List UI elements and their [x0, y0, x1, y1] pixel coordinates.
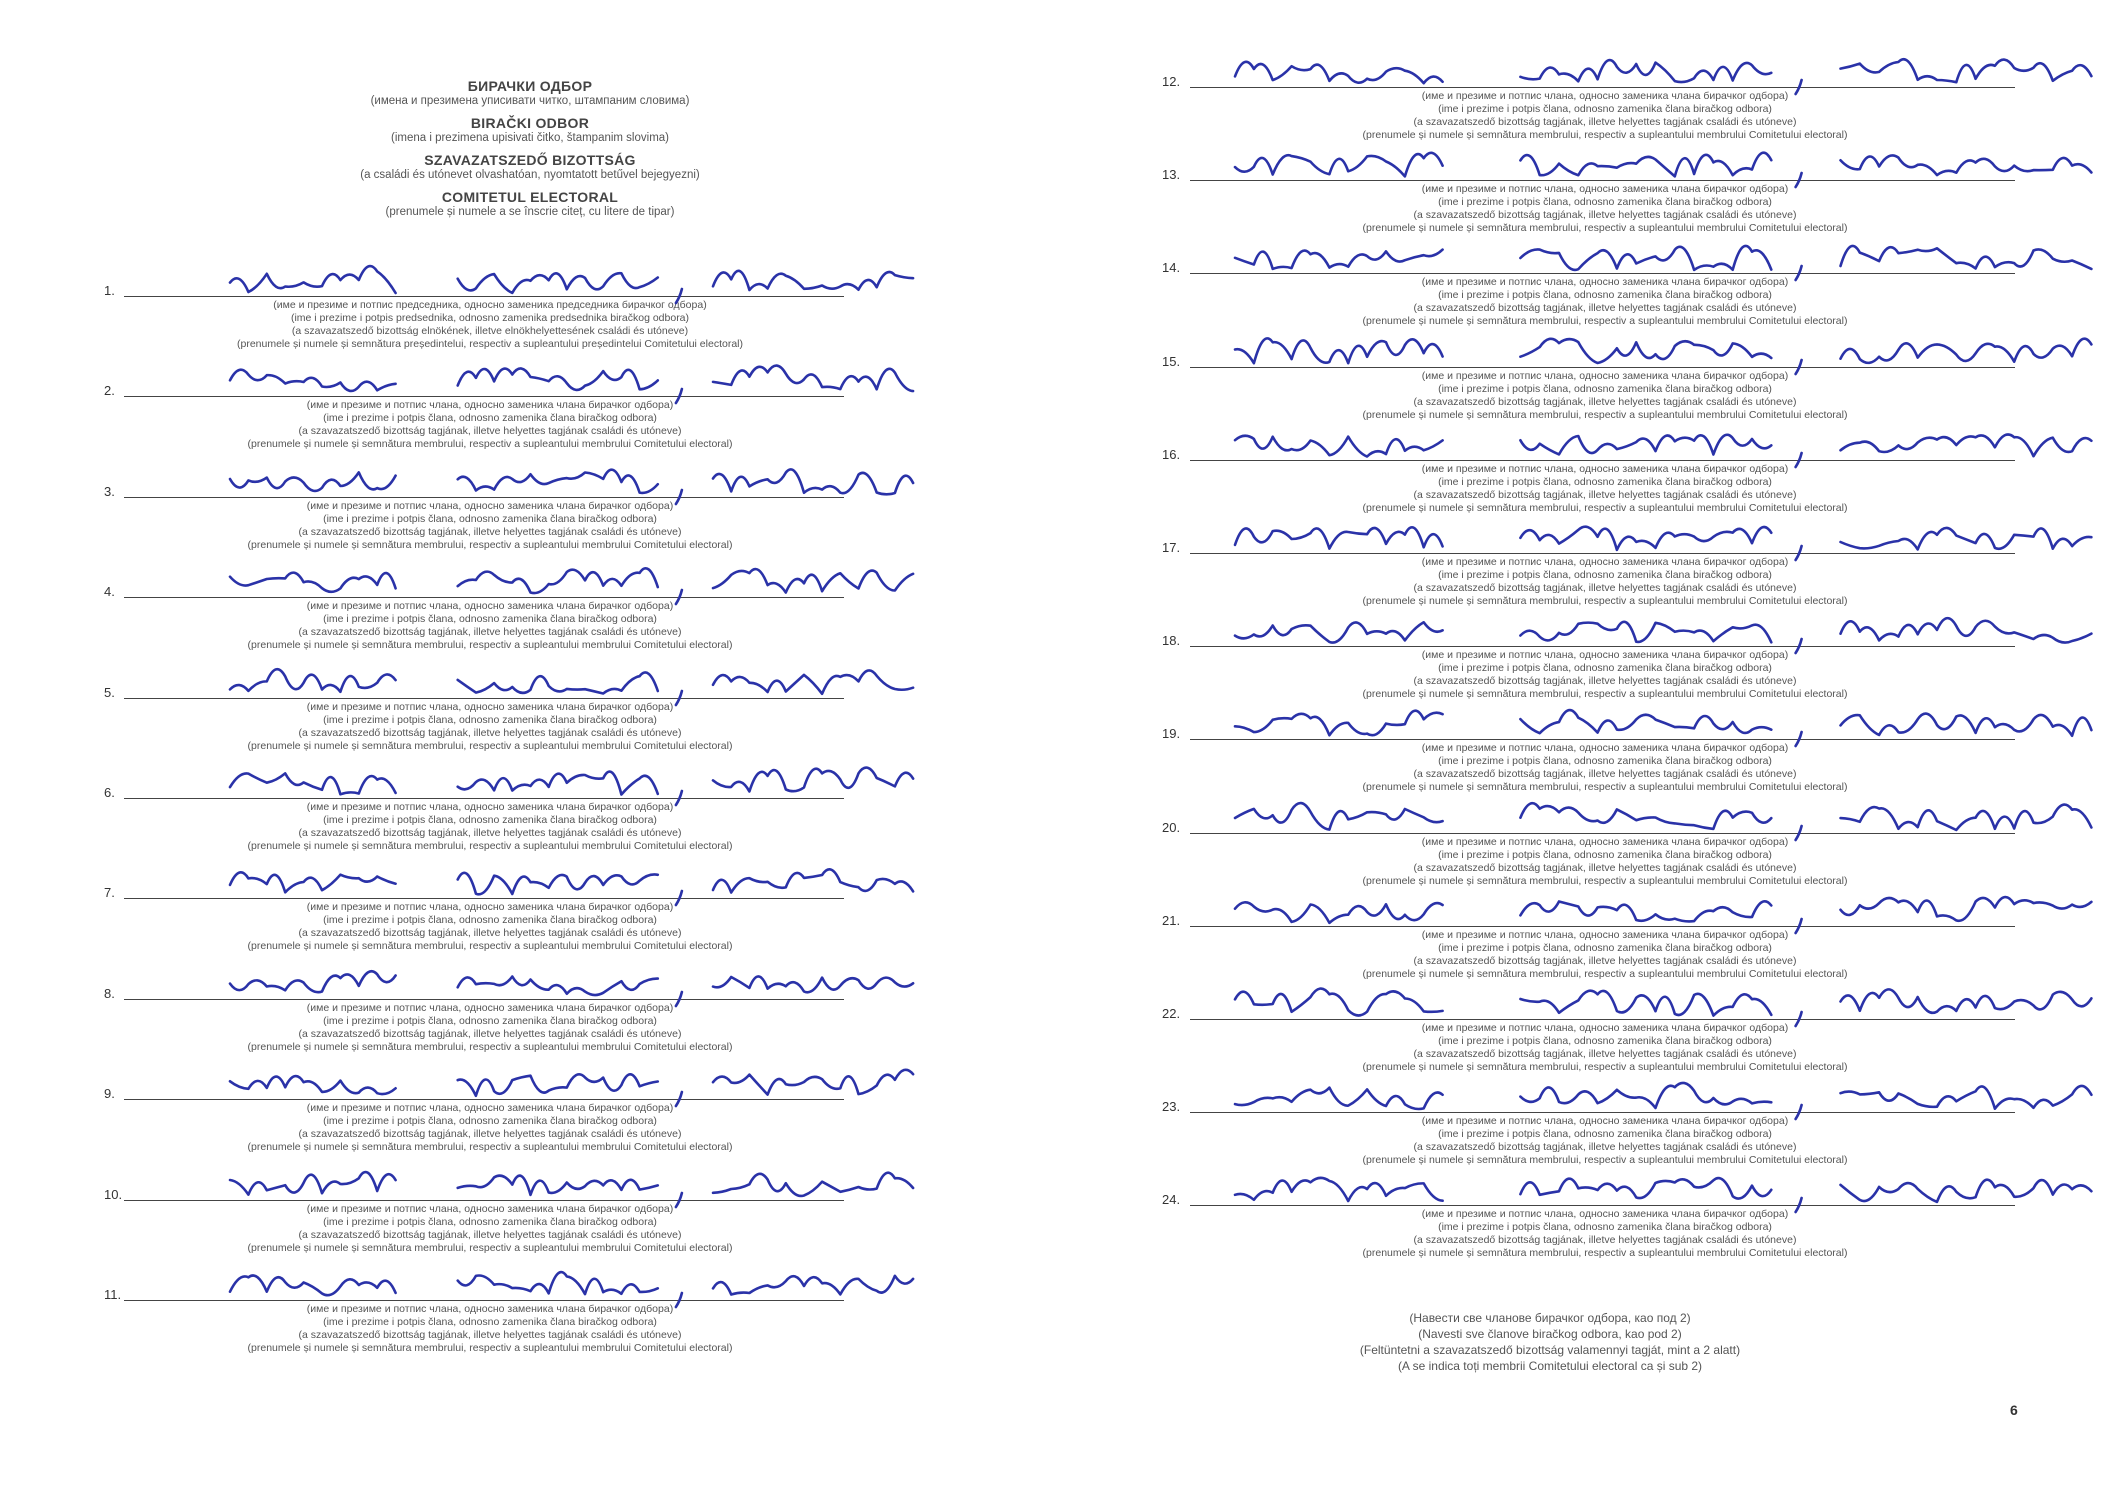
caption-line-serbian-cyrillic: (име и презиме и потпис члана, односно заменика члана бирачког одбора)	[306, 399, 674, 412]
signature-entry	[0, 633, 2126, 733]
caption-line-hungarian: (a szavazatszedő bizottság tagjának, illetve helyettes tagjának családi és utóneve)	[1413, 1048, 1797, 1060]
caption-line-serbian-cyrillic: (име и презиме и потпис члана, односно заменика члана бирачког одбора)	[1421, 928, 1789, 941]
caption-line-serbian-cyrillic: (име и презиме и потпис члана, односно заменика члана бирачког одбора)	[306, 700, 674, 713]
signature-caption	[1255, 183, 1955, 235]
entry-number: 11.	[104, 1287, 122, 1302]
signature-line	[1190, 646, 2015, 647]
caption-line-hungarian: (a szavazatszedő bizottság tagjának, illetve helyettes tagjának családi és utóneve)	[1413, 768, 1797, 781]
caption-line-romanian: (prenumele și numele și semnătura membrului, respectiv a supleantului membrului Comitetului electoral)	[247, 739, 733, 752]
caption-line-romanian: (prenumele și numele și semnătura membrului, respectiv a supleantului membrului Comitetului electoral)	[247, 940, 733, 953]
page-number: 6	[2010, 1402, 2018, 1418]
signature-entry	[0, 540, 2126, 640]
entry-number: 17.	[1162, 540, 1181, 555]
caption-line-romanian: (prenumele și numele și semnătura membrului, respectiv a supleantului membrului Comitetului electoral)	[1362, 501, 1848, 514]
caption-line-hungarian: (a szavazatszedő bizottság tagjának, illetve helyettes tagjának családi és utóneve)	[298, 626, 682, 639]
caption-line-hungarian: (a szavazatszedő bizottság tagjának, illetve helyettes tagjának családi és utóneve)	[1413, 1141, 1797, 1154]
signature-caption	[1255, 463, 1955, 515]
signature-caption	[1255, 276, 1955, 328]
caption-line-serbian-cyrillic: (име и презиме и потпис члана, односно заменика члана бирачког одбора)	[1421, 1208, 1789, 1221]
entry-number: 16.	[1162, 446, 1181, 462]
entry-number: 2.	[104, 383, 115, 399]
signature-entry	[0, 1099, 2126, 1199]
caption-line-romanian: (prenumele și numele și semnătura membrului, respectiv a supleantului membrului Comitetului electoral)	[247, 840, 733, 852]
caption-line-serbian-latin: (ime i prezime i potpis člana, odnosno zamenika člana biračkog odbora)	[1438, 755, 1772, 768]
caption-line-serbian-cyrillic: (име и презиме и потпис председника, односно заменика председника бирачког одбора)	[273, 299, 707, 311]
heading-note-serbian-latin: (imena i prezimena upisivati čitko, štampanim slovima)	[390, 132, 669, 144]
caption-line-romanian: (prenumele și numele și semnătura membrului, respectiv a supleantului membrului Comitetului electoral)	[1362, 781, 1848, 794]
caption-line-serbian-cyrillic: (име и презиме и потпис члана, односно заменика члана бирачког одбора)	[1421, 1115, 1789, 1128]
caption-line-hungarian: (a szavazatszedő bizottság tagjának, illetve helyettes tagjának családi és utóneve)	[1413, 582, 1797, 594]
caption-line-romanian: (prenumele și numele și semnătura membrului, respectiv a supleantului membrului Comitetului electoral)	[1362, 315, 1848, 328]
signature-line	[1190, 739, 2015, 740]
caption-line-serbian-cyrillic: (име и презиме и потпис члана, односно заменика члана бирачког одбора)	[1421, 742, 1789, 755]
footer-line-serbian-cyrillic: (Навести све чланове бирачког одбора, као под 2)	[1409, 1311, 1691, 1325]
caption-line-hungarian: (a szavazatszedő bizottság tagjának, illetve helyettes tagjának családi és utóneve)	[1413, 209, 1797, 222]
caption-line-serbian-latin: (ime i prezime i potpis člana, odnosno zamenika člana biračkog odbora)	[323, 412, 657, 425]
signature-line	[1190, 1112, 2015, 1113]
caption-line-romanian: (prenumele și numele și semnătura membrului, respectiv a supleantului membrului Comitetului electoral)	[1362, 1154, 1848, 1167]
caption-line-romanian: (prenumele și numele și semnătura membrului, respectiv a supleantului membrului Comitetului electoral)	[247, 538, 733, 551]
caption-line-serbian-cyrillic: (име и презиме и потпис члана, односно заменика члана бирачког одбора)	[306, 1001, 674, 1014]
entry-number: 4.	[104, 584, 115, 600]
caption-line-serbian-cyrillic: (име и презиме и потпис члана, односно заменика члана бирачког одбора)	[306, 901, 674, 914]
caption-line-hungarian: (a szavazatszedő bizottság tagjának, illetve helyettes tagjának családi és utóneve)	[298, 927, 682, 940]
caption-line-romanian: (prenumele și numele și semnătura membrului, respectiv a supleantului membrului Comitetului electoral)	[247, 639, 733, 652]
caption-line-serbian-cyrillic: (име и презиме и потпис члана, односно заменика члана бирачког одбора)	[1421, 556, 1789, 568]
caption-line-serbian-cyrillic: (име и презиме и потпис члана, односно заменика члана бирачког одбора)	[1421, 462, 1789, 475]
heading-note-hungarian: (a családi és utónevet olvashatóan, nyomtatott betűvel bejegyezni)	[360, 169, 700, 181]
caption-line-romanian: (prenumele și numele și semnătura membrului, respectiv a supleantului membrului Comitetului electoral)	[1362, 408, 1848, 421]
caption-line-serbian-cyrillic: (име и презиме и потпис члана, односно заменика члана бирачког одбора)	[1421, 835, 1789, 848]
entry-number: 1.	[104, 283, 115, 298]
caption-line-serbian-cyrillic: (име и презиме и потпис члана, односно заменика члана бирачког одбора)	[1421, 183, 1789, 196]
entry-number: 18.	[1162, 633, 1181, 649]
signature-line	[1190, 1205, 2015, 1206]
signature-caption	[1255, 1115, 1955, 1167]
caption-line-serbian-latin: (ime i prezime i potpis člana, odnosno zamenika člana biračkog odbora)	[323, 914, 657, 927]
signature-caption	[1255, 556, 1955, 608]
caption-line-serbian-latin: (ime i prezime i potpis člana, odnosno zamenika člana biračkog odbora)	[1438, 569, 1772, 581]
caption-line-serbian-cyrillic: (име и презиме и потпис члана, односно заменика члана бирачког одбора)	[306, 1102, 674, 1115]
signature-entry	[0, 167, 2126, 267]
signature-line	[1190, 87, 2015, 88]
caption-line-romanian: (prenumele și numele și semnătura membrului, respectiv a supleantului membrului Comitetului electoral)	[1362, 1061, 1848, 1073]
caption-line-serbian-cyrillic: (име и презиме и потпис члана, односно заменика члана бирачког одбора)	[306, 1303, 674, 1315]
caption-line-serbian-cyrillic: (име и презиме и потпис члана, односно заменика члана бирачког одбора)	[306, 600, 674, 613]
caption-line-serbian-cyrillic: (име и презиме и потпис члана, односно заменика члана бирачког одбора)	[306, 1202, 674, 1215]
caption-line-hungarian: (a szavazatszedő bizottság tagjának, illetve helyettes tagjának családi és utóneve)	[298, 1027, 682, 1040]
entry-number: 10.	[104, 1186, 123, 1202]
caption-line-romanian: (prenumele și numele și semnătura membrului, respectiv a supleantului membrului Comitetului electoral)	[1362, 129, 1848, 141]
caption-line-serbian-latin: (ime i prezime i potpis člana, odnosno zamenika člana biračkog odbora)	[1438, 475, 1772, 488]
signature-entry	[0, 260, 2126, 360]
footer-line-romanian: (A se indica toți membrii Comitetului electoral ca și sub 2)	[1397, 1359, 1703, 1373]
caption-line-romanian: (prenumele și numele și semnătura membrului, respectiv a supleantului membrului Comitetului electoral)	[1362, 874, 1848, 887]
signature-caption	[1255, 370, 1955, 422]
signature-entry	[0, 1006, 2126, 1106]
caption-line-serbian-latin: (ime i prezime i potpis člana, odnosno zamenika člana biračkog odbora)	[1438, 103, 1772, 115]
caption-line-romanian: (prenumele și numele și semnătura membrului, respectiv a supleantului membrului Comitetului electoral)	[1362, 1247, 1848, 1260]
caption-line-romanian: (prenumele și numele și semnătura membrului, respectiv a supleantului membrului Comitetului electoral)	[1362, 967, 1848, 980]
signature-caption	[1255, 836, 1955, 888]
caption-line-hungarian: (a szavazatszedő bizottság tagjának, illetve helyettes tagjának családi és utóneve)	[298, 425, 682, 438]
signature-caption	[1255, 1022, 1955, 1074]
caption-line-serbian-latin: (ime i prezime i potpis člana, odnosno zamenika člana biračkog odbora)	[323, 1115, 657, 1128]
heading-note-serbian-cyrillic: (имена и презимена уписивати читко, штампаним словима)	[370, 95, 690, 107]
caption-line-romanian: (prenumele și numele și semnătura membrului, respectiv a supleantului membrului Comitetului electoral)	[247, 1342, 733, 1354]
caption-line-serbian-cyrillic: (име и презиме и потпис члана, односно заменика члана бирачког одбора)	[1421, 1022, 1789, 1034]
signature-line	[1190, 1019, 2015, 1020]
caption-line-hungarian: (a szavazatszedő bizottság tagjának, illetve helyettes tagjának családi és utóneve)	[1413, 954, 1797, 967]
caption-line-serbian-latin: (ime i prezime i potpis člana, odnosno zamenika člana biračkog odbora)	[323, 1215, 657, 1228]
caption-line-serbian-latin: (ime i prezime i potpis člana, odnosno zamenika člana biračkog odbora)	[323, 713, 657, 726]
signature-line	[1190, 180, 2015, 181]
caption-line-serbian-latin: (ime i prezime i potpis člana, odnosno zamenika člana biračkog odbora)	[323, 512, 657, 525]
caption-line-serbian-latin: (ime i prezime i potpis člana, odnosno zamenika člana biračkog odbora)	[1438, 1035, 1772, 1047]
entry-number: 8.	[104, 985, 115, 1001]
caption-line-serbian-latin: (ime i prezime i potpis člana, odnosno zamenika člana biračkog odbora)	[1438, 848, 1772, 861]
signature-line	[1190, 553, 2015, 554]
heading-title-serbian-cyrillic: БИРАЧКИ ОДБОР	[467, 78, 593, 94]
signature-caption	[1255, 742, 1955, 794]
caption-line-serbian-latin: (ime i prezime i potpis člana, odnosno zamenika člana biračkog odbora)	[1438, 1128, 1772, 1141]
entry-number: 19.	[1162, 726, 1181, 742]
footer-line-serbian-latin: (Navesti sve članove biračkog odbora, kao pod 2)	[1418, 1327, 1682, 1341]
caption-line-serbian-latin: (ime i prezime i potpis člana, odnosno zamenika člana biračkog odbora)	[1438, 382, 1772, 395]
caption-line-serbian-latin: (ime i prezime i potpis člana, odnosno zamenika člana biračkog odbora)	[1438, 289, 1772, 302]
entry-number: 20.	[1162, 819, 1181, 835]
caption-line-romanian: (prenumele și numele și semnătura membrului, respectiv a supleantului membrului Comitetului electoral)	[247, 1040, 733, 1053]
caption-line-hungarian: (a szavazatszedő bizottság tagjának, illetve helyettes tagjának családi és utóneve)	[1413, 302, 1797, 315]
caption-line-serbian-latin: (ime i prezime i potpis člana, odnosno zamenika člana biračkog odbora)	[1438, 941, 1772, 954]
caption-line-romanian: (prenumele și numele și semnătura membrului, respectiv a supleantului membrului Comitetului electoral)	[247, 438, 733, 451]
entry-number: 24.	[1162, 1192, 1181, 1208]
signature-entry	[0, 820, 2126, 920]
entry-number: 7.	[104, 885, 115, 901]
caption-line-serbian-cyrillic: (име и презиме и потпис члана, односно заменика члана бирачког одбора)	[1421, 369, 1789, 382]
caption-line-romanian: (prenumele și numele și semnătura membrului, respectiv a supleantului membrului Comitetului electoral)	[1362, 595, 1848, 607]
caption-line-serbian-cyrillic: (име и презиме и потпис члана, односно заменика члана бирачког одбора)	[1421, 90, 1789, 102]
signature-line	[1190, 460, 2015, 461]
caption-line-hungarian: (a szavazatszedő bizottság tagjának, illetve helyettes tagjának családi és utóneve)	[298, 1228, 682, 1241]
caption-line-serbian-latin: (ime i prezime i potpis člana, odnosno zamenika člana biračkog odbora)	[323, 1316, 657, 1328]
entry-number: 15.	[1162, 353, 1181, 369]
entry-number: 3.	[104, 483, 115, 499]
signature-caption	[1255, 1208, 1955, 1260]
entry-number: 14.	[1162, 260, 1181, 276]
heading-title-romanian: COMITETUL ELECTORAL	[441, 189, 619, 205]
caption-line-hungarian: (a szavazatszedő bizottság tagjának, illetve helyettes tagjának családi és utóneve)	[1413, 488, 1797, 501]
signature-caption	[1255, 929, 1955, 981]
signature-caption	[1255, 649, 1955, 701]
caption-line-hungarian: (a szavazatszedő bizottság tagjának, illetve helyettes tagjának családi és utóneve)	[1413, 675, 1797, 688]
signature-line	[1190, 273, 2015, 274]
caption-line-romanian: (prenumele și numele și semnătura membrului, respectiv a supleantului membrului Comitetului electoral)	[247, 1141, 733, 1154]
caption-line-serbian-latin: (ime i prezime i potpis člana, odnosno zamenika člana biračkog odbora)	[323, 613, 657, 626]
signature-entry	[0, 74, 2126, 174]
caption-line-hungarian: (a szavazatszedő bizottság tagjának, illetve helyettes tagjának családi és utóneve)	[1413, 861, 1797, 874]
caption-line-serbian-latin: (ime i prezime i potpis člana, odnosno zamenika člana biračkog odbora)	[1438, 1221, 1772, 1234]
caption-line-hungarian: (a szavazatszedő bizottság tagjának, illetve helyettes tagjának családi és utóneve)	[1413, 116, 1797, 128]
caption-line-hungarian: (a szavazatszedő bizottság tagjának, illetve helyettes tagjának családi és utóneve)	[298, 726, 682, 739]
signature-line	[1190, 367, 2015, 368]
caption-line-serbian-latin: (ime i prezime i potpis člana, odnosno zamenika člana biračkog odbora)	[323, 814, 657, 826]
caption-line-hungarian: (a szavazatszedő bizottság tagjának, illetve helyettes tagjának családi és utóneve)	[298, 827, 682, 839]
signature-entry	[0, 1192, 2126, 1292]
caption-line-serbian-latin: (ime i prezime i potpis člana, odnosno zamenika člana biračkog odbora)	[1438, 662, 1772, 675]
caption-line-hungarian: (a szavazatszedő bizottság elnökének, illetve elnökhelyettesének családi és utóneve)	[291, 325, 689, 337]
caption-line-romanian: (prenumele și numele și semnătura membrului, respectiv a supleantului membrului Comitetului electoral)	[1362, 688, 1848, 701]
signature-entry	[0, 447, 2126, 547]
caption-line-hungarian: (a szavazatszedő bizottság tagjának, illetve helyettes tagjának családi és utóneve)	[298, 1329, 682, 1341]
entry-number: 5.	[104, 684, 115, 700]
caption-line-serbian-latin: (ime i prezime i potpis člana, odnosno zamenika člana biračkog odbora)	[323, 1014, 657, 1027]
caption-line-hungarian: (a szavazatszedő bizottság tagjának, illetve helyettes tagjának családi és utóneve)	[298, 1128, 682, 1141]
caption-line-serbian-cyrillic: (име и презиме и потпис члана, односно заменика члана бирачког одбора)	[1421, 649, 1789, 662]
caption-line-romanian: (prenumele și numele și semnătura membrului, respectiv a supleantului membrului Comitetului electoral)	[1362, 222, 1848, 235]
entry-number: 23.	[1162, 1099, 1181, 1115]
signature-caption	[180, 1303, 800, 1355]
caption-line-romanian: (prenumele și numele și semnătura președintelui, respectiv a supleantului președintelui Comitetului electoral)	[236, 338, 743, 350]
caption-line-serbian-latin: (ime i prezime i potpis člana, odnosno zamenika člana biračkog odbora)	[1438, 196, 1772, 209]
caption-line-serbian-cyrillic: (име и презиме и потпис члана, односно заменика члана бирачког одбора)	[1421, 276, 1789, 289]
caption-line-hungarian: (a szavazatszedő bizottság tagjának, illetve helyettes tagjának családi és utóneve)	[298, 525, 682, 538]
footer-note	[1290, 1310, 1810, 1374]
caption-line-serbian-latin: (ime i prezime i potpis predsednika, odnosno zamenika predsednika biračkog odbora)	[290, 312, 690, 324]
signature-entry	[0, 726, 2126, 826]
signature-line	[1190, 833, 2015, 834]
heading-title-hungarian: SZAVAZATSZEDŐ BIZOTTSÁG	[424, 152, 636, 168]
entry-number: 6.	[104, 785, 115, 800]
entry-number: 22.	[1162, 1006, 1181, 1021]
entry-number: 12.	[1162, 74, 1181, 89]
entry-number: 21.	[1162, 912, 1181, 928]
entry-number: 13.	[1162, 167, 1181, 183]
signature-caption	[1255, 90, 1955, 142]
footer-line-hungarian: (Feltüntetni a szavazatszedő bizottság valamennyi tagját, mint a 2 alatt)	[1359, 1343, 1741, 1357]
signature-entry	[0, 913, 2126, 1013]
caption-line-hungarian: (a szavazatszedő bizottság tagjának, illetve helyettes tagjának családi és utóneve)	[1413, 395, 1797, 408]
signature-line	[1190, 926, 2015, 927]
signature-line	[124, 1300, 844, 1301]
caption-line-romanian: (prenumele și numele și semnătura membrului, respectiv a supleantului membrului Comitetului electoral)	[247, 1241, 733, 1254]
signature-entry	[0, 354, 2126, 454]
heading-note-romanian: (prenumele și numele a se înscrie citeț, cu litere de tipar)	[385, 206, 675, 218]
caption-line-serbian-cyrillic: (име и презиме и потпис члана, односно заменика члана бирачког одбора)	[306, 801, 674, 813]
caption-line-hungarian: (a szavazatszedő bizottság tagjának, illetve helyettes tagjának családi és utóneve)	[1413, 1234, 1797, 1247]
entry-number: 9.	[104, 1086, 115, 1102]
heading-title-serbian-latin: BIRAČKI ODBOR	[470, 115, 590, 131]
caption-line-serbian-cyrillic: (име и презиме и потпис члана, односно заменика члана бирачког одбора)	[306, 499, 674, 512]
